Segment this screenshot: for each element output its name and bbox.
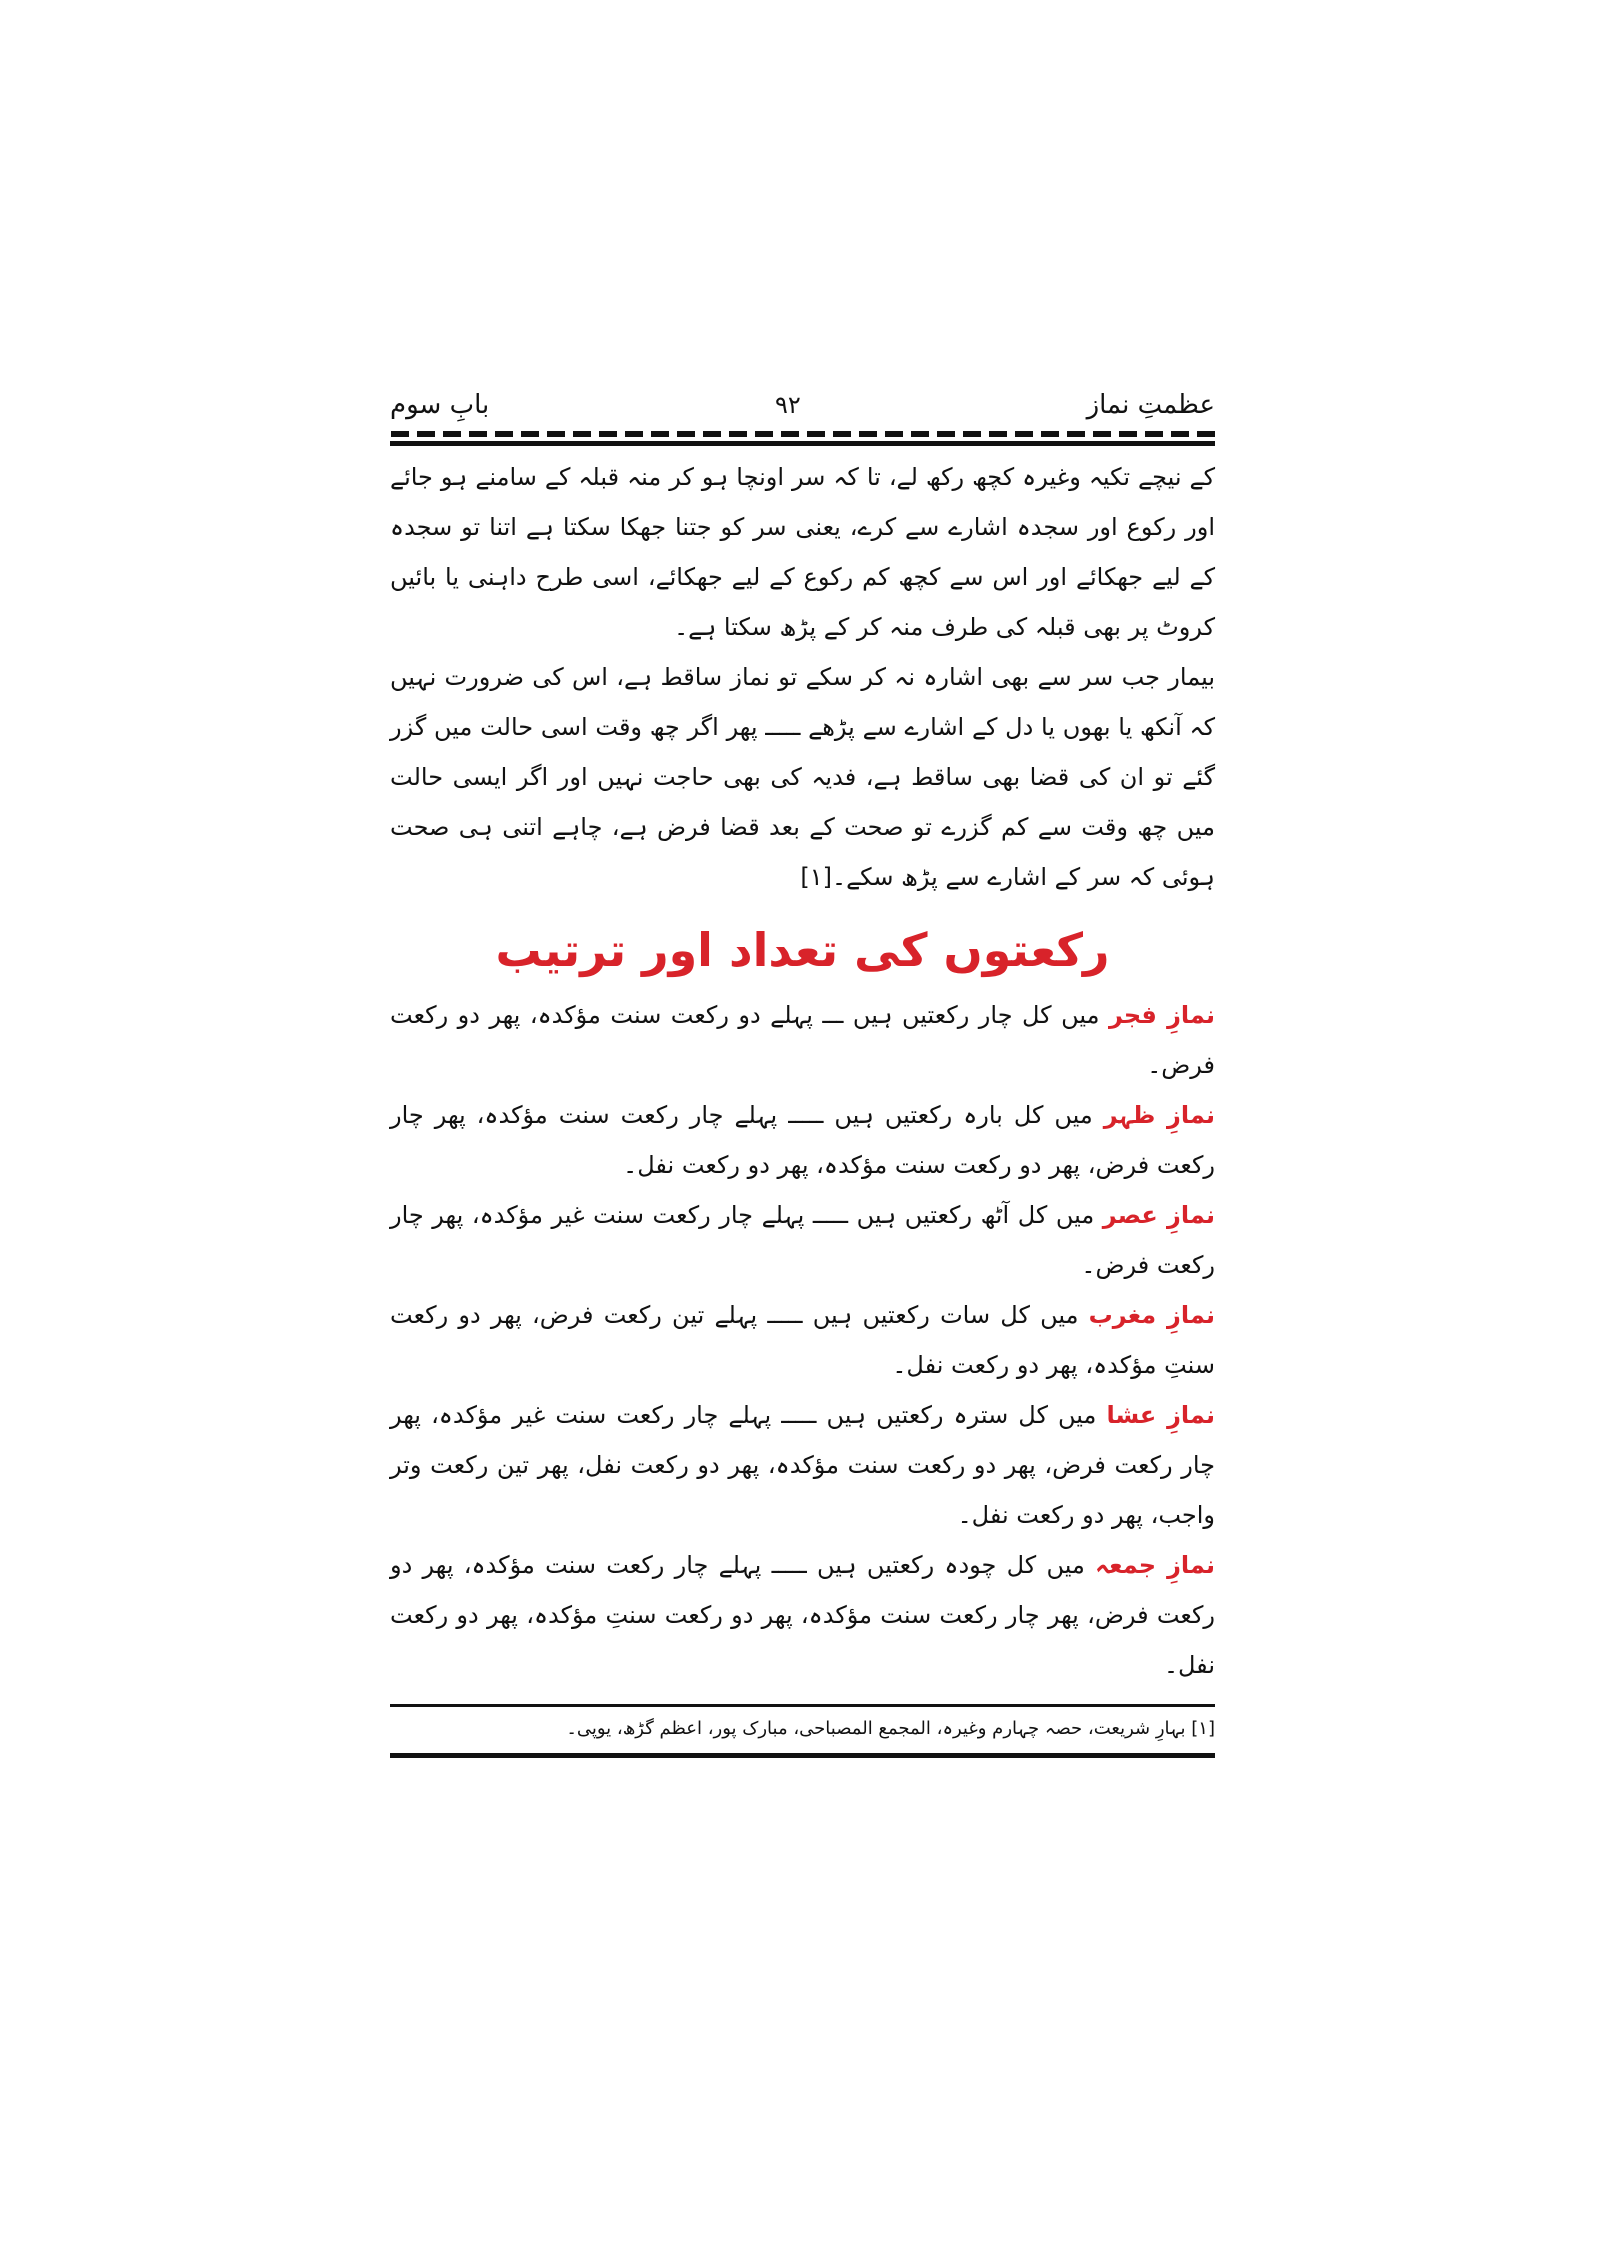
body-paragraph-2: بیمار جب سر سے بھی اشارہ نہ کر سکے تو نماز ساقط ہے، اس کی ضرورت نہیں کہ آنکھ یا بھوں یا دل کے اشارے سے پڑھے ـــــ پھر اگر چھ وقت اسی حالت میں گزر گئے تو ان کی قضا بھی ساقط ہے، فدیہ کی بھی حاجت نہیں اور اگر ایسی حالت میں چھ وقت سے کم گزرے تو صحت کے بعد قضا فرض ہے، چاہے اتنی ہی صحت ہوئی کہ سر کے اشارے سے پڑھ سکے۔[۱]: [390, 663, 1215, 891]
section-heading: رکعتوں کی تعداد اور ترتیب: [495, 923, 1110, 977]
prayer-maghrib: [390, 1290, 1215, 1390]
book-title: عظمتِ نماز: [1086, 390, 1215, 420]
header-dashed-rule: [390, 431, 1215, 437]
prayer-text: میں کل بارہ رکعتیں ہیں ـــــ پہلے چار رکعت سنت مؤکدہ، پھر چار رکعت فرض، پھر دو رکعت سنت مؤکدہ، پھر دو رکعت نفل۔: [390, 1101, 1215, 1179]
prayer-isha: [390, 1390, 1215, 1540]
page-header: [390, 385, 1215, 425]
book-page: [390, 385, 1215, 1758]
prayer-text: میں کل آٹھ رکعتیں ہیں ـــــ پہلے چار رکعت سنت غیر مؤکدہ، پھر چار رکعت فرض۔: [390, 1201, 1215, 1279]
body-paragraph-1: کے نیچے تکیہ وغیرہ کچھ رکھ لے، تا کہ سر اونچا ہو کر منہ قبلہ کے سامنے ہو جائے اور رکوع اور سجدہ اشارے سے کرے، یعنی سر کو جتنا جھکا سکتا ہے اتنا تو سجدہ کے لیے جھکائے اور اس سے کچھ کم رکوع کے لیے جھکائے، اسی طرح داہنی یا بائیں کروٹ پر بھی قبلہ کی طرف منہ کر کے پڑھ سکتا ہے۔: [390, 463, 1215, 641]
prayer-name: نمازِ ظہر: [1103, 1101, 1215, 1129]
prayer-name: نمازِ عشا: [1106, 1401, 1216, 1429]
prayer-fajr: [390, 990, 1215, 1090]
footnote: [۱] بہارِ شریعت، حصہ چہارم وغیرہ، المجمع المصباحی، مبارک پور، اعظم گڑھ، یوپی۔: [566, 1718, 1215, 1739]
prayer-zuhr: [390, 1090, 1215, 1190]
prayer-text: میں کل سات رکعتیں ہیں ـــــ پہلے تین رکعت فرض، پھر دو رکعت سنتِ مؤکدہ، پھر دو رکعت نفل۔: [390, 1301, 1215, 1379]
prayer-jumua: [390, 1540, 1215, 1690]
page-bottom-rule: [390, 1753, 1215, 1758]
page-number: ۹۲: [775, 391, 801, 419]
prayer-name: نمازِ مغرب: [1088, 1301, 1215, 1329]
prayer-name: نمازِ جمعہ: [1095, 1551, 1216, 1579]
prayer-name: نمازِ عصر: [1102, 1201, 1215, 1229]
prayer-text: میں کل سترہ رکعتیں ہیں ـــــ پہلے چار رکعت سنت غیر مؤکدہ، پھر چار رکعت فرض، پھر دو رکعت سنت مؤکدہ، پھر دو رکعت نفل، پھر تین رکعت وتر واجب، پھر دو رکعت نفل۔: [390, 1401, 1215, 1529]
prayer-text: میں کل چار رکعتیں ہیں ـــ پہلے دو رکعت سنت مؤکدہ، پھر دو رکعت فرض۔: [390, 1001, 1215, 1079]
prayer-asr: [390, 1190, 1215, 1290]
chapter-title: بابِ سوم: [390, 390, 490, 420]
prayer-name: نمازِ فجر: [1108, 1001, 1216, 1029]
prayer-text: میں کل چودہ رکعتیں ہیں ـــــ پہلے چار رکعت سنت مؤکدہ، پھر دو رکعت فرض، پھر چار رکعت سنت مؤکدہ، پھر دو رکعت سنتِ مؤکدہ، پھر دو رکعت نفل۔: [390, 1551, 1215, 1679]
